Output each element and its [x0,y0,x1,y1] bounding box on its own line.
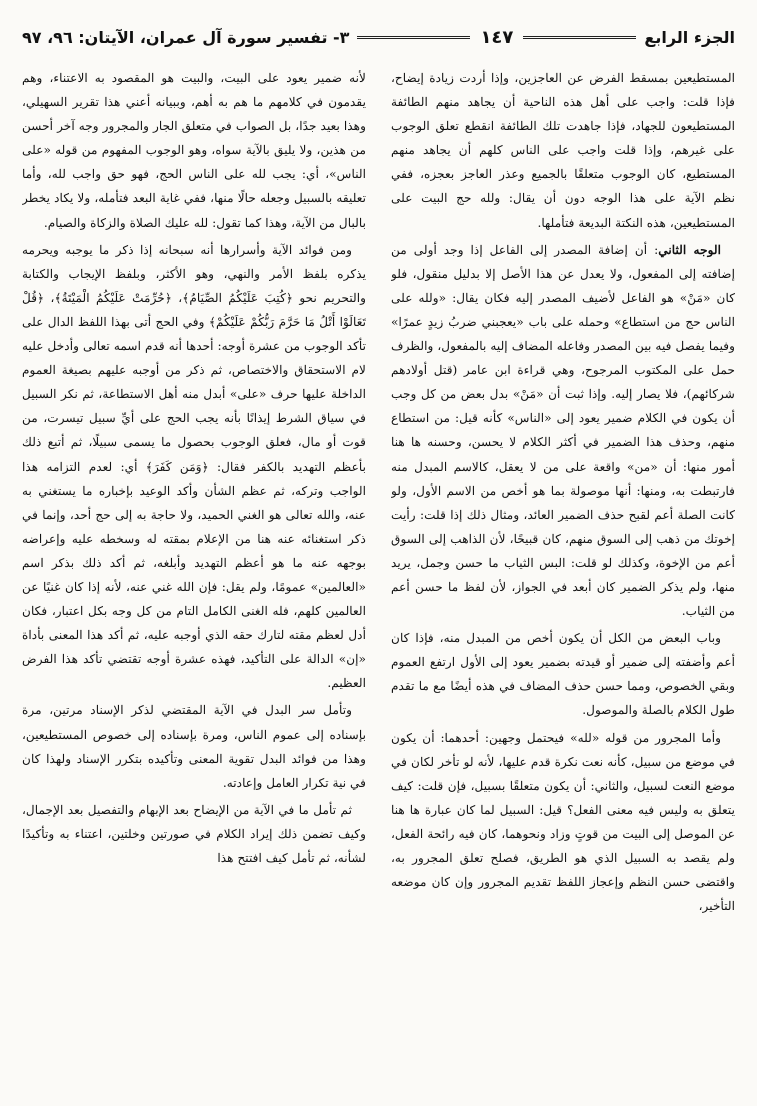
paragraph: المستطيعين بمسقط الفرض عن العاجزين، وإذا أردت زيادة إيضاح، فإذا قلت: واجب على أهل هذه الناحية أن يجاهد منهم الطائفة المستطيعون للجهاد، فإذا جاهدت تلك الطائفة انقطع تعلق الوجوب على غيرهم، وإذا قلت واجب على الناس كلهم أن يجاهد منهم المستطيع، كان الوجوب متعلقًا بالجميع وعذر العاجز بعجزه، ففي نظم الآية على هذا الوجه دون أن يقال: ولله حج البيت على المستطيعين، هذه النكتة البديعة فتأملها. [391,71,735,230]
paragraph: ثم تأمل ما في الآية من الإيضاح بعد الإبهام والتفصيل بعد الإجمال، وكيف تضمن ذلك إيراد الكلام في صورتين وخلتين، اعتناء به وتأكيدًا لشأنه، ثم تأمل كيف افتتح هذا [22,802,366,865]
paragraph: وأما المجرور من قوله «لله» فيحتمل وجهين: أحدهما: أن يكون في موضع من سبيل، كأنه نعت نكرة قدم عليها، لأنه لو تأخر لكان في موضع النعت لسبيل، والثاني: أن يكون متعلقًا بسبيل، فإن قلت: كيف يتعلق به وليس فيه معنى الفعل؟ قيل: السبيل لما كان عبارة ها هنا عن الموصل إلى البيت من قوتٍ وزاد ونحوهما، كان فيه رائحة الفعل، ولم يقصد به السبيل الذي هو الطريق، فصلح تعلق المجرور به، واقتضى حسن النظم وإعجاز اللفظ تقديم المجرور وإن كان موضعه التأخير، [391,730,735,914]
page-header [22,22,735,52]
paragraph: ومن فوائد الآية وأسرارها أنه سبحانه إذا ذكر ما يوجبه ويحرمه يذكره بلفظ الأمر والنهي، وهو الأكثر، وبلفظ الإيجاب والكتابة والتحريم نحو ﴿كُتِبَ عَلَيْكُمُ الصِّيَامُ﴾، ﴿حُرِّمَتْ عَلَيْكُمُ الْمَيْتَةُ﴾، ﴿قُلْ تَعَالَوْا أَتْلُ مَا حَرَّمَ رَبُّكُمْ عَلَيْكُمْ﴾ وفي الحج أتى بهذا اللفظ الدال على تأكد الوجوب من عشرة أوجه: أحدها أنه قدم اسمه تعالى وأدخل عليه لام الاستحقاق والاختصاص، ثم ذكر من أوجبه عليهم بصيغة العموم الداخلة عليها حرف «على» أبدل منه أهل الاستطاعة، ثم نكر السبيل في سياق الشرط إيذانًا بأنه يجب الحج على أيِّ سبيل تيسرت، من قوت أو مال، فعلق الوجوب بحصول ما يسمى سبيلًا، ثم أتبع ذلك بأعظم التهديد بالكفر فقال: ﴿وَمَن كَفَرَ﴾ أي: لعدم التزامه هذا الواجب وتركه، ثم عظم الشأن وأكد الوعيد بإخباره ما يستغني به عنه، والله تعالى هو الغني الحميد، ولا حاجة به إلى حج أحد، وإنما في ذكر استغنائه عنه هنا من الإعلام بمقته له وسخطه عليه وإعراضه بوجهه عنه ما هو أعظم التهديد وأبلغه، ثم أكد ذلك بذكر اسم «العالمين» عمومًا، ولم يقل: فإن الله غني عنه، لأنه إذا كان غنيًا عن العالمين كلهم، فله الغنى الكامل التام من كل وجه بكل اعتبار، فكان أدل لعظم مقته لتارك حقه الذي أوجبه عليه، ثم أكد هذا المعنى بأداة «إن» الدالة على التأكيد، فهذه عشرة أوجه تقتضي تأكد هذا الفرض العظيم. [22,242,366,691]
left-column [22,66,366,1092]
page-number: ١٤٧ [480,26,514,48]
paragraph: وتأمل سر البدل في الآية المقتضي لذكر الإسناد مرتين، مرة بإسناده إلى عموم الناس، ومرة بإسناده إلى خصوص المستطيعين، وهذا من فوائد البدل تقوية المعنى وتأكيده بتكرر الإسناد ولهذا كان في نية تكرار العامل وإعادته. [22,703,366,790]
header-rule-left [357,36,470,39]
paragraph: وباب البعض من الكل أن يكون أخص من المبدل منه، فإذا كان أعم وأضفته إلى ضمير أو قيدته بضمير يعود إلى الأول ارتفع العموم وبقي الخصوص، ومما حسن حذف المضاف في هذه أيضًا مع ما تقدم طول الكلام بالصلة والموصول. [391,631,735,718]
header-rule-right [523,36,636,39]
book-page [22,22,735,1094]
right-column [391,66,735,1092]
paragraph: لأنه ضمير يعود على البيت، والبيت هو المقصود به الاعتناء، وهم يقدمون في كلامهم ما هم به أهم، وببيانه أعني هذا تقرير السهيلي، وهذا بعيد جدًا، بل الصواب في متعلق الجار والمجرور وجه آخر أحسن من هذين، ولا يليق بالآية سواه، وهو الوجوب المفهوم من قوله «على الناس»، أي: يجب لله على الناس الحج، فهو حق واجب لله، وأما تعليقه بالسبيل وجعله حالًا منها، ففي غاية البعد فتأمله، ولا يكاد يخطر بالبال من الآية، وهذا كما تقول: لله عليك الصلاة والزكاة والصيام. [22,71,366,230]
part-title: الجزء الرابع [644,27,735,47]
surah-title: ٣- تفسير سورة آل عمران، الآيتان: ٩٦، ٩٧ [21,27,350,47]
paragraph: الوجه الثاني: أن إضافة المصدر إلى الفاعل إذا وجد أولى من إضافته إلى المفعول، ولا يعدل عن هذا الأصل إلا بدليل منقول، فلو كان «مَنْ» هو الفاعل لأضيف المصدر إليه فكان يقال: «ولله على الناس حج من استطاع» وحمله على باب «يعجبني ضربُ زيدٍ عمرًا» وفيما يفصل فيه بين المصدر وفاعله المضاف إليه بالمفعول، والظرف حمل على المكتوب المرجوح، وهي قراءة ابن عامر (قتل أولادهم شركائهم)، فلا يصار إليه. وإذا ثبت أن «مَنْ» بدل بعض من كل وجب أن يكون في الكلام ضمير يعود إلى «الناس» كأنه قيل: من استطاع منهم، وحذف هذا الضمير في أكثر الكلام لا يحسن، وحسنه ها هنا أمور منها: أن «من» واقعة على من لا يعقل، كالاسم المبدل منه فارتبطت به، ومنها: أنها موصولة بما هو أخص من الاسم الأول، ولو كانت الصلة أعم لقبح حذف الضمير العائد، ومثال ذلك إذا قلت: رأيت إخوتك من ذهب إلى السوق منهم، كان قبيحًا، لأن الذاهب إلى السوق أعم من الإخوة، وكذلك لو قلت: البس الثياب ما حسن وجمل، يريد منها، ولم يذكر الضمير كان أبعد في الجواز، لأن لفظ ما حسن أعم من الثياب. [391,242,735,619]
